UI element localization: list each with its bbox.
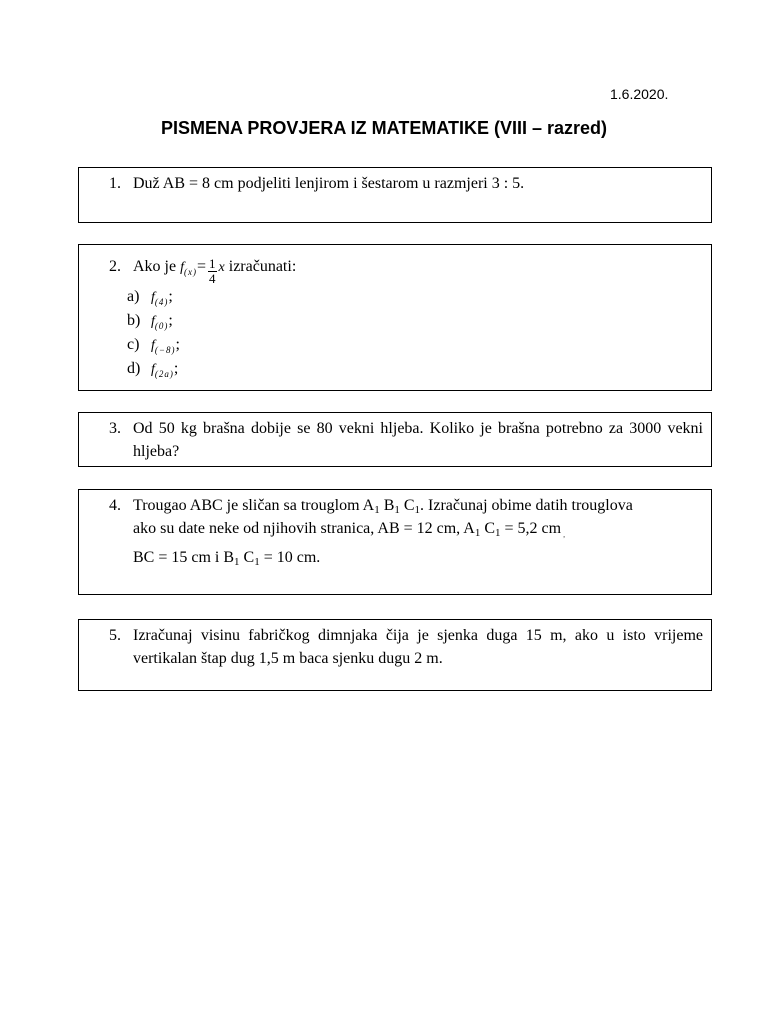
fraction-denominator: 4 xyxy=(209,271,216,286)
text-span: = 10 cm. xyxy=(259,549,321,566)
subscript: 1 xyxy=(374,504,380,516)
task-4-line-3 xyxy=(133,546,703,569)
task-3-number: 3. xyxy=(109,420,121,437)
subitem-b xyxy=(127,309,180,333)
subitem-a xyxy=(127,285,180,309)
text-span: ako su date neke od njihovih stranica, AB = 12 cm, A xyxy=(133,520,475,537)
text-span: . Izračunaj obime datih trouglova xyxy=(420,497,633,514)
subitem-label: a) xyxy=(127,288,140,305)
task-2-number: 2. xyxy=(109,258,121,275)
task-3-text: Od 50 kg brašna dobije se 80 vekni hljeba. Koliko je brašna potrebno za 3000 vekni hljeba? xyxy=(133,420,703,460)
fraction-numerator: 1 xyxy=(209,256,216,271)
task-2-suffix: izračunati: xyxy=(228,258,297,275)
equals-sign: = xyxy=(197,258,207,275)
subscript: 1 xyxy=(254,556,260,568)
subitem-function: f xyxy=(151,290,155,305)
subscript: 1 xyxy=(394,504,400,516)
text-span: C xyxy=(480,520,496,537)
subitem-function: f xyxy=(151,362,155,377)
subitem-label: c) xyxy=(127,336,140,353)
subitem-label: d) xyxy=(127,360,141,377)
subitem-end: ; xyxy=(173,360,179,377)
task-1-text: Duž AB = 8 cm podjeliti lenjirom i šestarom u razmjeri 3 : 5. xyxy=(133,175,525,192)
function-argument: (x) xyxy=(184,267,197,277)
text-span: = 5,2 cm xyxy=(500,520,562,537)
subitem-function: f xyxy=(151,338,155,353)
task-1-number: 1. xyxy=(109,175,121,192)
task-4-line-2 xyxy=(133,517,703,546)
text-span: BC = 15 cm i B xyxy=(133,549,235,566)
task-5-text: Izračunaj visinu fabričkog dimnjaka čija je sjenka duga 15 m, ako u isto vrijeme vertikalan štap dug 1,5 m baca sjenku dugu 2 m. xyxy=(133,627,703,667)
text-span: B xyxy=(379,497,395,514)
task-2-prefix: Ako je xyxy=(133,258,177,275)
subitem-argument: (2a) xyxy=(154,369,174,379)
function-variable: x xyxy=(218,260,225,275)
subscript: 1 xyxy=(234,556,240,568)
fraction xyxy=(208,257,217,286)
task-4-number: 4. xyxy=(109,497,121,514)
text-span: Trougao ABC je sličan sa trouglom A xyxy=(133,497,375,514)
stray-comma: , xyxy=(563,530,566,539)
task-4-line-1 xyxy=(133,494,703,517)
subitem-end: ; xyxy=(168,312,173,329)
text-span: C xyxy=(239,549,255,566)
subscript: 1 xyxy=(495,527,501,539)
subitem-argument: (4) xyxy=(154,297,169,307)
subitem-c xyxy=(127,333,180,357)
task-3-box xyxy=(78,412,712,467)
subitem-label: b) xyxy=(127,312,141,329)
subitem-list xyxy=(127,285,180,381)
task-1-box xyxy=(78,167,712,223)
subitem-function: f xyxy=(151,314,155,329)
task-2-box xyxy=(78,244,712,391)
subscript: 1 xyxy=(414,504,421,516)
subitem-end: ; xyxy=(168,288,173,305)
subscript: 1 xyxy=(474,527,481,539)
subitem-d xyxy=(127,357,180,381)
page-title: PISMENA PROVJERA IZ MATEMATIKE (VIII – razred) xyxy=(160,118,608,138)
subitem-argument: (0) xyxy=(154,321,169,331)
task-2-statement xyxy=(133,255,703,286)
task-5-number: 5. xyxy=(109,627,121,644)
text-span: C xyxy=(399,497,415,514)
task-5-box xyxy=(78,619,712,691)
function-name: f xyxy=(180,260,184,275)
task-4-text xyxy=(133,494,703,569)
subitem-end: ; xyxy=(175,336,180,353)
task-4-box xyxy=(78,489,712,595)
date: 1.6.2020. xyxy=(610,86,669,102)
subitem-argument: (−8) xyxy=(154,345,176,355)
